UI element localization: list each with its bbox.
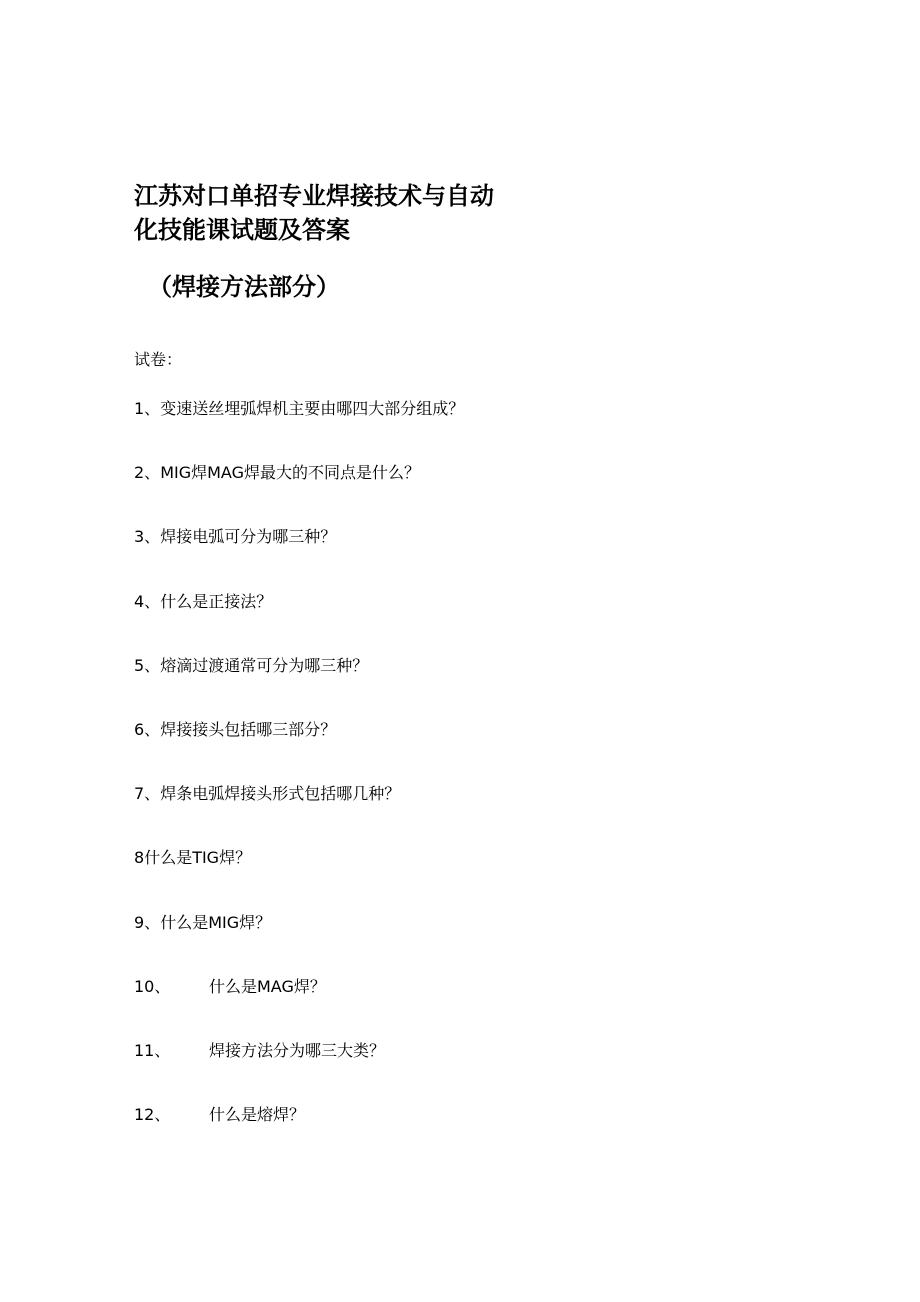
question-text: 焊条电弧焊接头形式包括哪几种？	[160, 784, 401, 804]
title-line-1: 江苏对口单招专业焊接技术与自动	[134, 182, 494, 210]
question-number: 11、	[134, 1040, 171, 1060]
question-item	[134, 975, 464, 1039]
question-number: 8	[134, 848, 145, 868]
question-item	[134, 782, 464, 846]
question-number: 1、	[134, 399, 161, 418]
question-text: 什么是熔焊？	[209, 1105, 306, 1125]
question-text: 什么是MIG焊？	[160, 912, 272, 932]
question-number: 10、	[134, 976, 171, 996]
question-number: 9、	[134, 912, 161, 932]
question-list	[134, 397, 464, 1167]
question-item	[134, 461, 464, 525]
title-line-2: 化技能课试题及答案	[134, 216, 350, 244]
question-text: 焊接方法分为哪三大类？	[209, 1040, 386, 1060]
question-item	[134, 654, 464, 718]
document-subtitle: （焊接方法部分）	[148, 273, 340, 301]
question-item	[134, 846, 464, 910]
question-text: 焊接接头包括哪三部分？	[160, 719, 337, 739]
question-item	[134, 1039, 464, 1103]
question-number: 3、	[134, 527, 161, 547]
question-item	[134, 525, 464, 589]
question-number: 2、	[134, 463, 161, 483]
question-text: 什么是TIG焊？	[144, 848, 252, 868]
question-number: 6、	[134, 719, 161, 739]
question-text: MIG焊MAG焊最大的不同点是什么？	[160, 463, 420, 483]
document-title	[134, 179, 534, 247]
question-text: 变速送丝埋弧焊机主要由哪四大部分组成？	[160, 399, 465, 418]
question-item	[134, 718, 464, 782]
question-text: 什么是MAG焊？	[209, 976, 326, 996]
question-item	[134, 397, 464, 461]
question-number: 7、	[134, 784, 161, 804]
question-item	[134, 1103, 464, 1167]
question-text: 焊接电弧可分为哪三种？	[160, 527, 337, 547]
question-number: 4、	[134, 591, 161, 611]
question-item	[134, 590, 464, 654]
question-number: 12、	[134, 1105, 171, 1125]
question-number: 5、	[134, 655, 161, 675]
question-text: 什么是正接法？	[160, 591, 273, 611]
section-label: 试卷：	[134, 350, 183, 369]
question-item	[134, 911, 464, 975]
question-text: 熔滴过渡通常可分为哪三种？	[160, 655, 369, 675]
